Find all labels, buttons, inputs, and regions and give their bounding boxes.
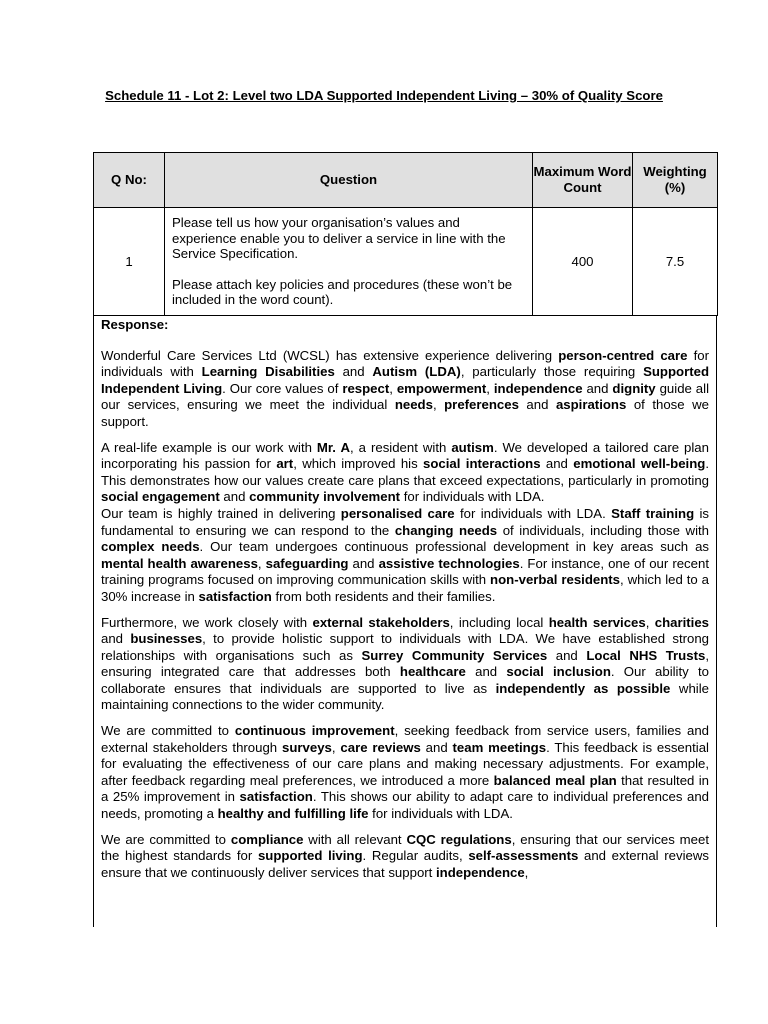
emphasis-text: respect	[342, 380, 390, 396]
emphasis-text: external stakeholders	[312, 614, 450, 630]
response-paragraph: We are committed to continuous improvement, seeking feedback from service users, families and external stakeholders through surveys, care reviews and team meetings. This feedback is essential for evaluating the effectiveness of our care plans and making necessary adjustments. For example, after feedback regarding meal preferences, we introduced a more balanced meal plan that resulted in a 25% improvement in satisfaction. This shows our ability to adapt care to individual preferences and needs, promoting a healthy and fulfilling life for individuals with LDA.	[101, 723, 710, 822]
question-table	[93, 152, 718, 316]
emphasis-text: Mr. A	[316, 439, 350, 455]
emphasis-text: changing needs	[394, 522, 498, 538]
emphasis-text: non-verbal residents	[490, 572, 621, 588]
emphasis-text: needs	[394, 397, 433, 413]
emphasis-text: surveys	[282, 739, 332, 755]
emphasis-text: health services	[548, 614, 646, 630]
question-text: Please tell us how your organisation’s values and experience enable you to deliver a service in line with the Service Specification.	[172, 215, 506, 262]
emphasis-text: charities	[654, 614, 709, 630]
emphasis-text: balanced meal plan	[493, 772, 617, 788]
emphasis-text: personalised care	[340, 505, 455, 521]
response-paragraph: Wonderful Care Services Ltd (WCSL) has extensive experience delivering person-centred care for individuals with Learning Disabilities and Autism (LDA), particularly those requiring Supported Independent Living. Our core values of respect, empowerment, independence and dignity guide all our services, ensuring we meet the individual needs, preferences and aspirations of those we support.	[101, 347, 709, 429]
emphasis-text: safeguarding	[265, 555, 349, 571]
emphasis-text: empowerment	[396, 380, 487, 396]
emphasis-text: Autism (LDA)	[372, 364, 461, 380]
cell-q-no: 1	[94, 208, 165, 316]
response-paragraph: Furthermore, we work closely with external stakeholders, including local health services, charities and businesses, to provide holistic support to individuals with LDA. We have established strong relationships with organisations such as Surrey Community Services and Local NHS Trusts, ensuring integrated care that addresses both healthcare and social inclusion. Our ability to collaborate ensures that individuals are supported to live as independently as possible while maintaining connections to the wider community.	[101, 614, 710, 713]
emphasis-text: autism	[451, 439, 494, 455]
response-paragraph: A real-life example is our work with Mr. A, a resident with autism. We developed a tailored care plan incorporating his passion for art, which improved his social interactions and emotional well-being. This demonstrates how our values create care plans that exceed expectations, particularly in promoting social engagement and community involvement for individuals with LDA.	[101, 439, 710, 505]
cell-question	[165, 208, 533, 316]
emphasis-text: supported living	[257, 848, 363, 864]
emphasis-text: social interactions	[423, 456, 541, 472]
table-header-row	[94, 153, 718, 208]
emphasis-text: Supported Independent Living	[101, 364, 709, 396]
header-weighting: Weighting (%)	[633, 153, 718, 208]
emphasis-text: satisfaction	[239, 789, 313, 805]
emphasis-text: independently as possible	[495, 680, 671, 696]
emphasis-text: businesses	[130, 631, 203, 647]
cell-max-word-count: 400	[533, 208, 633, 316]
emphasis-text: Staff training	[611, 505, 695, 521]
emphasis-text: satisfaction	[198, 588, 272, 604]
emphasis-text: person-centred care	[558, 347, 688, 363]
emphasis-text: preferences	[444, 397, 519, 413]
emphasis-text: CQC regulations	[406, 831, 512, 847]
document-title: Schedule 11 - Lot 2: Level two LDA Supported Independent Living – 30% of Quality Score	[105, 88, 663, 103]
emphasis-text: complex needs	[101, 539, 200, 555]
question-attachment-note: Please attach key policies and procedures (these won’t be included in the word count).	[172, 276, 513, 308]
header-q-no: Q No:	[94, 153, 165, 208]
emphasis-text: independence	[493, 380, 583, 396]
header-question: Question	[165, 153, 533, 208]
emphasis-text: dignity	[612, 380, 656, 396]
emphasis-text: Surrey Community Services	[361, 647, 548, 663]
response-paragraph: Our team is highly trained in delivering personalised care for individuals with LDA. Staff training is fundamental to ensuring we can respond to the changing needs of individuals, including those with complex needs. Our team undergoes continuous professional development in key areas such as mental health awareness, safeguarding and assistive technologies. For instance, one of our recent training programs focused on improving communication skills with non-verbal residents, which led to a 30% increase in satisfaction from both residents and their families.	[101, 505, 710, 604]
emphasis-text: aspirations	[555, 397, 627, 413]
emphasis-text: continuous improvement	[234, 723, 395, 739]
emphasis-text: care reviews	[340, 739, 421, 755]
cell-weighting: 7.5	[633, 208, 718, 316]
emphasis-text: compliance	[230, 831, 304, 847]
response-paragraph: We are committed to compliance with all relevant CQC regulations, ensuring that our services meet the highest standards for supported living. Regular audits, self-assessments and external reviews ensure that we continuously deliver services that support independence,	[101, 831, 709, 880]
emphasis-text: healthy and fulfilling life	[217, 806, 369, 822]
emphasis-text: team meetings	[452, 739, 547, 755]
emphasis-text: social engagement	[101, 489, 220, 505]
emphasis-text: Local NHS Trusts	[586, 647, 706, 663]
header-max-word-count: Maximum Word Count	[533, 153, 633, 208]
emphasis-text: Learning Disabilities	[201, 364, 335, 380]
table-row	[94, 208, 718, 316]
emphasis-text: healthcare	[399, 664, 466, 680]
emphasis-text: social inclusion	[506, 664, 611, 680]
emphasis-text: self-assessments	[468, 848, 579, 864]
emphasis-text: emotional well-being	[573, 456, 706, 472]
response-box	[93, 315, 717, 927]
emphasis-text: independence	[436, 864, 525, 880]
emphasis-text: art	[276, 456, 294, 472]
emphasis-text: community involvement	[249, 489, 401, 505]
emphasis-text: assistive technologies	[378, 555, 520, 571]
response-label: Response:	[101, 317, 169, 332]
emphasis-text: mental health awareness	[101, 555, 258, 571]
